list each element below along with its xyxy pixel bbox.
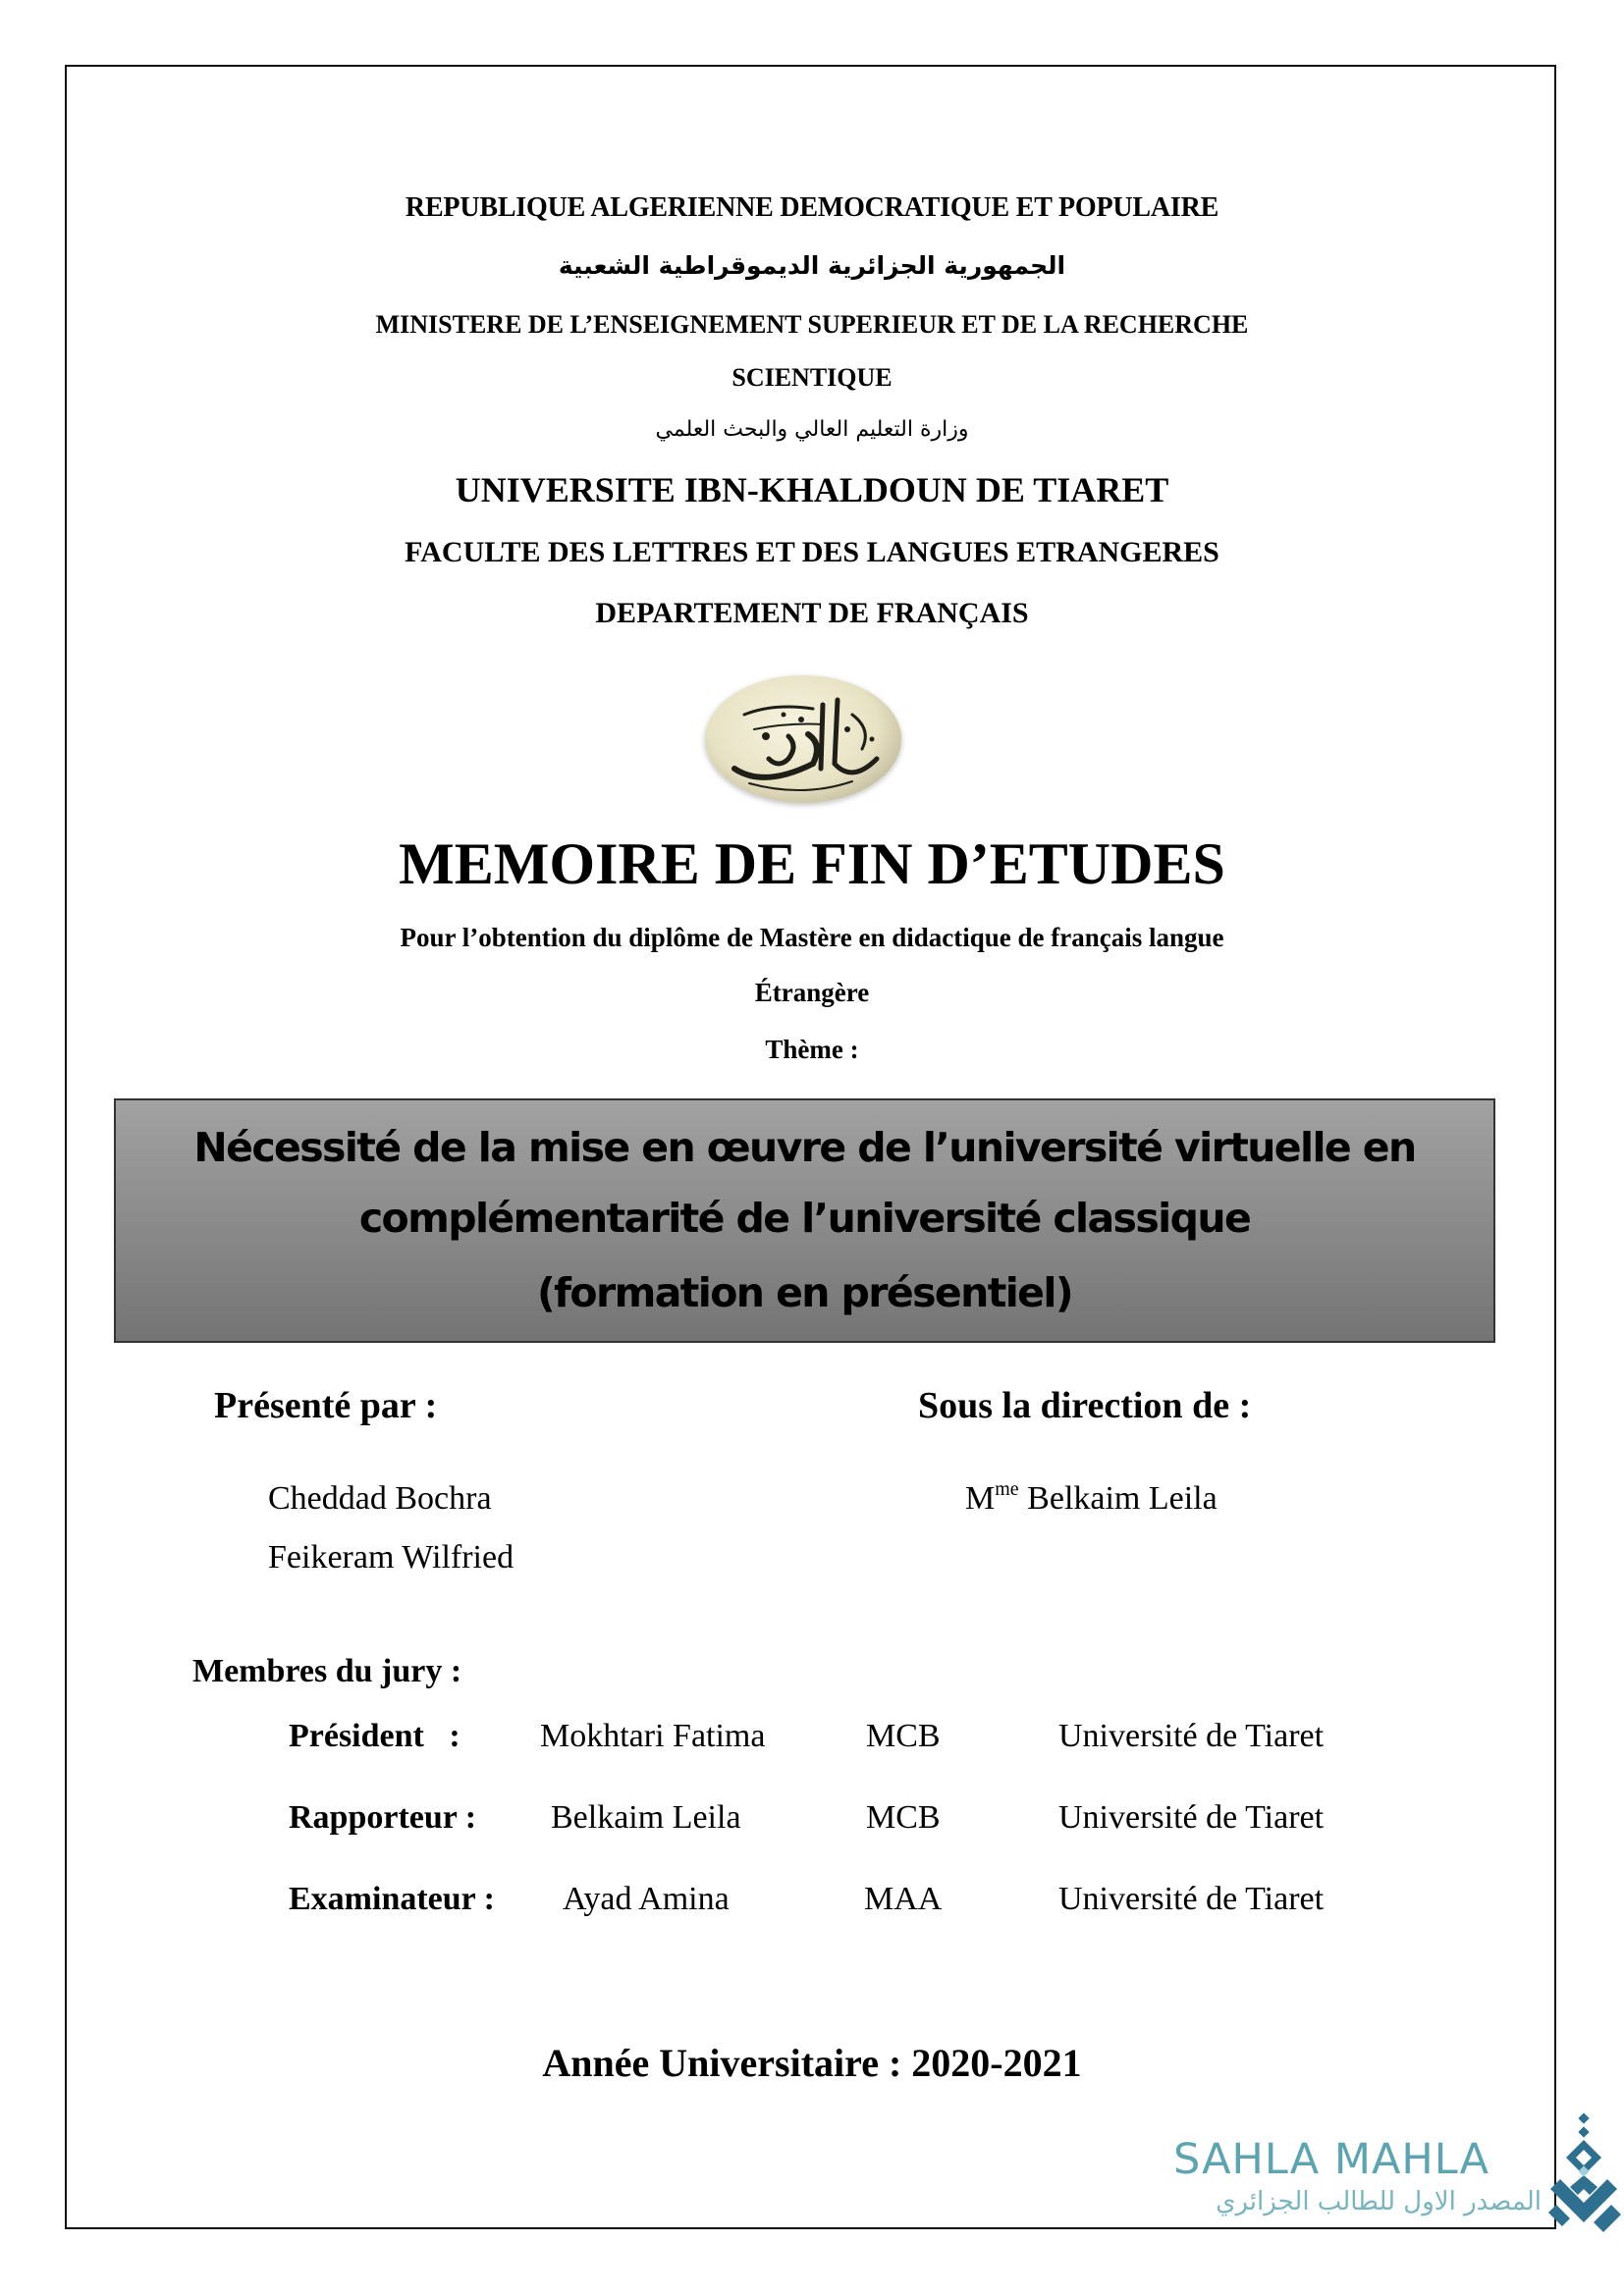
purpose-line1: Pour l’obtention du diplôme de Mastère en didactique de français langue <box>400 923 1224 952</box>
student-name-2: Feikeram Wilfried <box>268 1539 514 1575</box>
theme-label: Thème : <box>765 1035 859 1064</box>
jury-name: Ayad Amina <box>563 1881 730 1917</box>
sahla-mahla-logo-icon <box>1546 2110 1623 2238</box>
jury-role: Examinateur : <box>289 1881 495 1917</box>
jury-institution: Université de Tiaret <box>1058 1799 1325 1836</box>
jury-label: Membres du jury : <box>192 1653 462 1689</box>
presented-by-label: Présenté par : <box>214 1385 438 1426</box>
jury-institution: Université de Tiaret <box>1058 1718 1325 1754</box>
jury-grade: MAA <box>864 1881 943 1917</box>
jury-name: Belkaim Leila <box>551 1799 741 1836</box>
university-seal-icon <box>705 675 901 803</box>
jury-role: Président : <box>289 1718 460 1754</box>
academic-year: Année Universitaire : 2020-2021 <box>542 2041 1082 2085</box>
theme-line-2: complémentarité de l’université classique <box>358 1195 1251 1242</box>
jury-role: Rapporteur : <box>289 1799 477 1836</box>
jury-name: Mokhtari Fatima <box>540 1718 766 1754</box>
jury-institution: Université de Tiaret <box>1058 1881 1325 1917</box>
republic-ar: الجمهورية الجزائرية الديموقراطية الشعبية <box>558 251 1066 280</box>
supervisor-title: M <box>965 1480 996 1517</box>
purpose-line2: Étrangère <box>754 978 870 1007</box>
supervisor-title-sup: me <box>995 1478 1019 1500</box>
ministry-ar: وزارة التعليم العالي والبحث العلمي <box>655 417 969 442</box>
ministry-fr-line2: SCIENTIQUE <box>731 363 893 392</box>
document-type-title: MEMOIRE DE FIN D’ETUDES <box>399 831 1225 896</box>
theme-line-3: (formation en présentiel) <box>537 1269 1072 1316</box>
student-name-1: Cheddad Bochra <box>268 1480 492 1517</box>
jury-grade: MCB <box>866 1799 941 1836</box>
university-name: UNIVERSITE IBN-KHALDOUN DE TIARET <box>455 470 1169 509</box>
supervisor-name <box>965 1480 1218 1518</box>
republic-fr: REPUBLIQUE ALGERIENNE DEMOCRATIQUE ET POPULAIRE <box>405 192 1219 223</box>
jury-grade: MCB <box>866 1718 941 1754</box>
department-name: DEPARTEMENT DE FRANÇAIS <box>595 597 1029 629</box>
faculty-name: FACULTE DES LETTRES ET DES LANGUES ETRANGERES <box>405 536 1219 568</box>
watermark-brand: SAHLA MAHLA <box>1173 2135 1490 2184</box>
supervision-label: Sous la direction de : <box>918 1385 1252 1426</box>
supervisor-fullname: Belkaim Leila <box>1027 1480 1218 1517</box>
theme-title-box <box>114 1098 1495 1343</box>
ministry-fr-line1: MINISTERE DE L’ENSEIGNEMENT SUPERIEUR ET DE LA RECHERCHE <box>375 310 1249 339</box>
calligraphy-icon <box>705 675 901 803</box>
watermark-tagline: المصدر الاول للطالب الجزائري <box>1216 2187 1542 2216</box>
theme-line-1: Nécessité de la mise en œuvre de l’université virtuelle en <box>193 1124 1416 1171</box>
